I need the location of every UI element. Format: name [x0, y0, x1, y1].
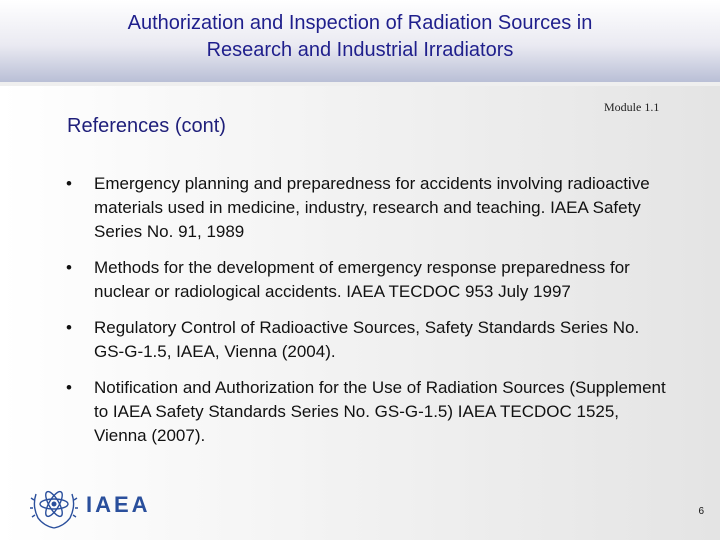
section-heading: References (cont)	[67, 115, 226, 137]
iaea-logo-text: IAEA	[86, 492, 151, 517]
bullet-icon: •	[66, 174, 72, 193]
bullet-icon: •	[66, 318, 72, 337]
reference-item	[66, 376, 666, 448]
title-line-2: Research and Industrial Irradiators	[206, 39, 514, 61]
reference-item	[66, 316, 666, 364]
bullet-icon: •	[66, 378, 72, 397]
title-line-1: Authorization and Inspection of Radiation Sources in	[127, 12, 593, 34]
slide-title	[20, 10, 700, 64]
bullet-icon: •	[66, 258, 72, 277]
reference-list	[66, 172, 666, 460]
reference-text: Methods for the development of emergency response preparedness for nuclear or radiological accidents. IAEA TECDOC 953 July 1997	[94, 258, 630, 301]
reference-text: Notification and Authorization for the Use of Radiation Sources (Supplement to IAEA Safety Standards Series No. GS-G-1.5) IAEA TECDOC 1525, Vienna (2007).	[94, 378, 666, 445]
header-bar	[0, 0, 720, 82]
module-label: Module 1.1	[604, 100, 660, 114]
reference-item	[66, 256, 666, 304]
reference-text: Emergency planning and preparedness for accidents involving radioactive materials used in medicine, industry, research and teaching. IAEA Safety Series No. 91, 1989	[94, 174, 650, 241]
reference-text: Regulatory Control of Radioactive Sources, Safety Standards Series No. GS-G-1.5, IAEA, Vienna (2004).	[94, 318, 640, 361]
reference-item	[66, 172, 666, 244]
page-number: 6	[698, 506, 704, 517]
